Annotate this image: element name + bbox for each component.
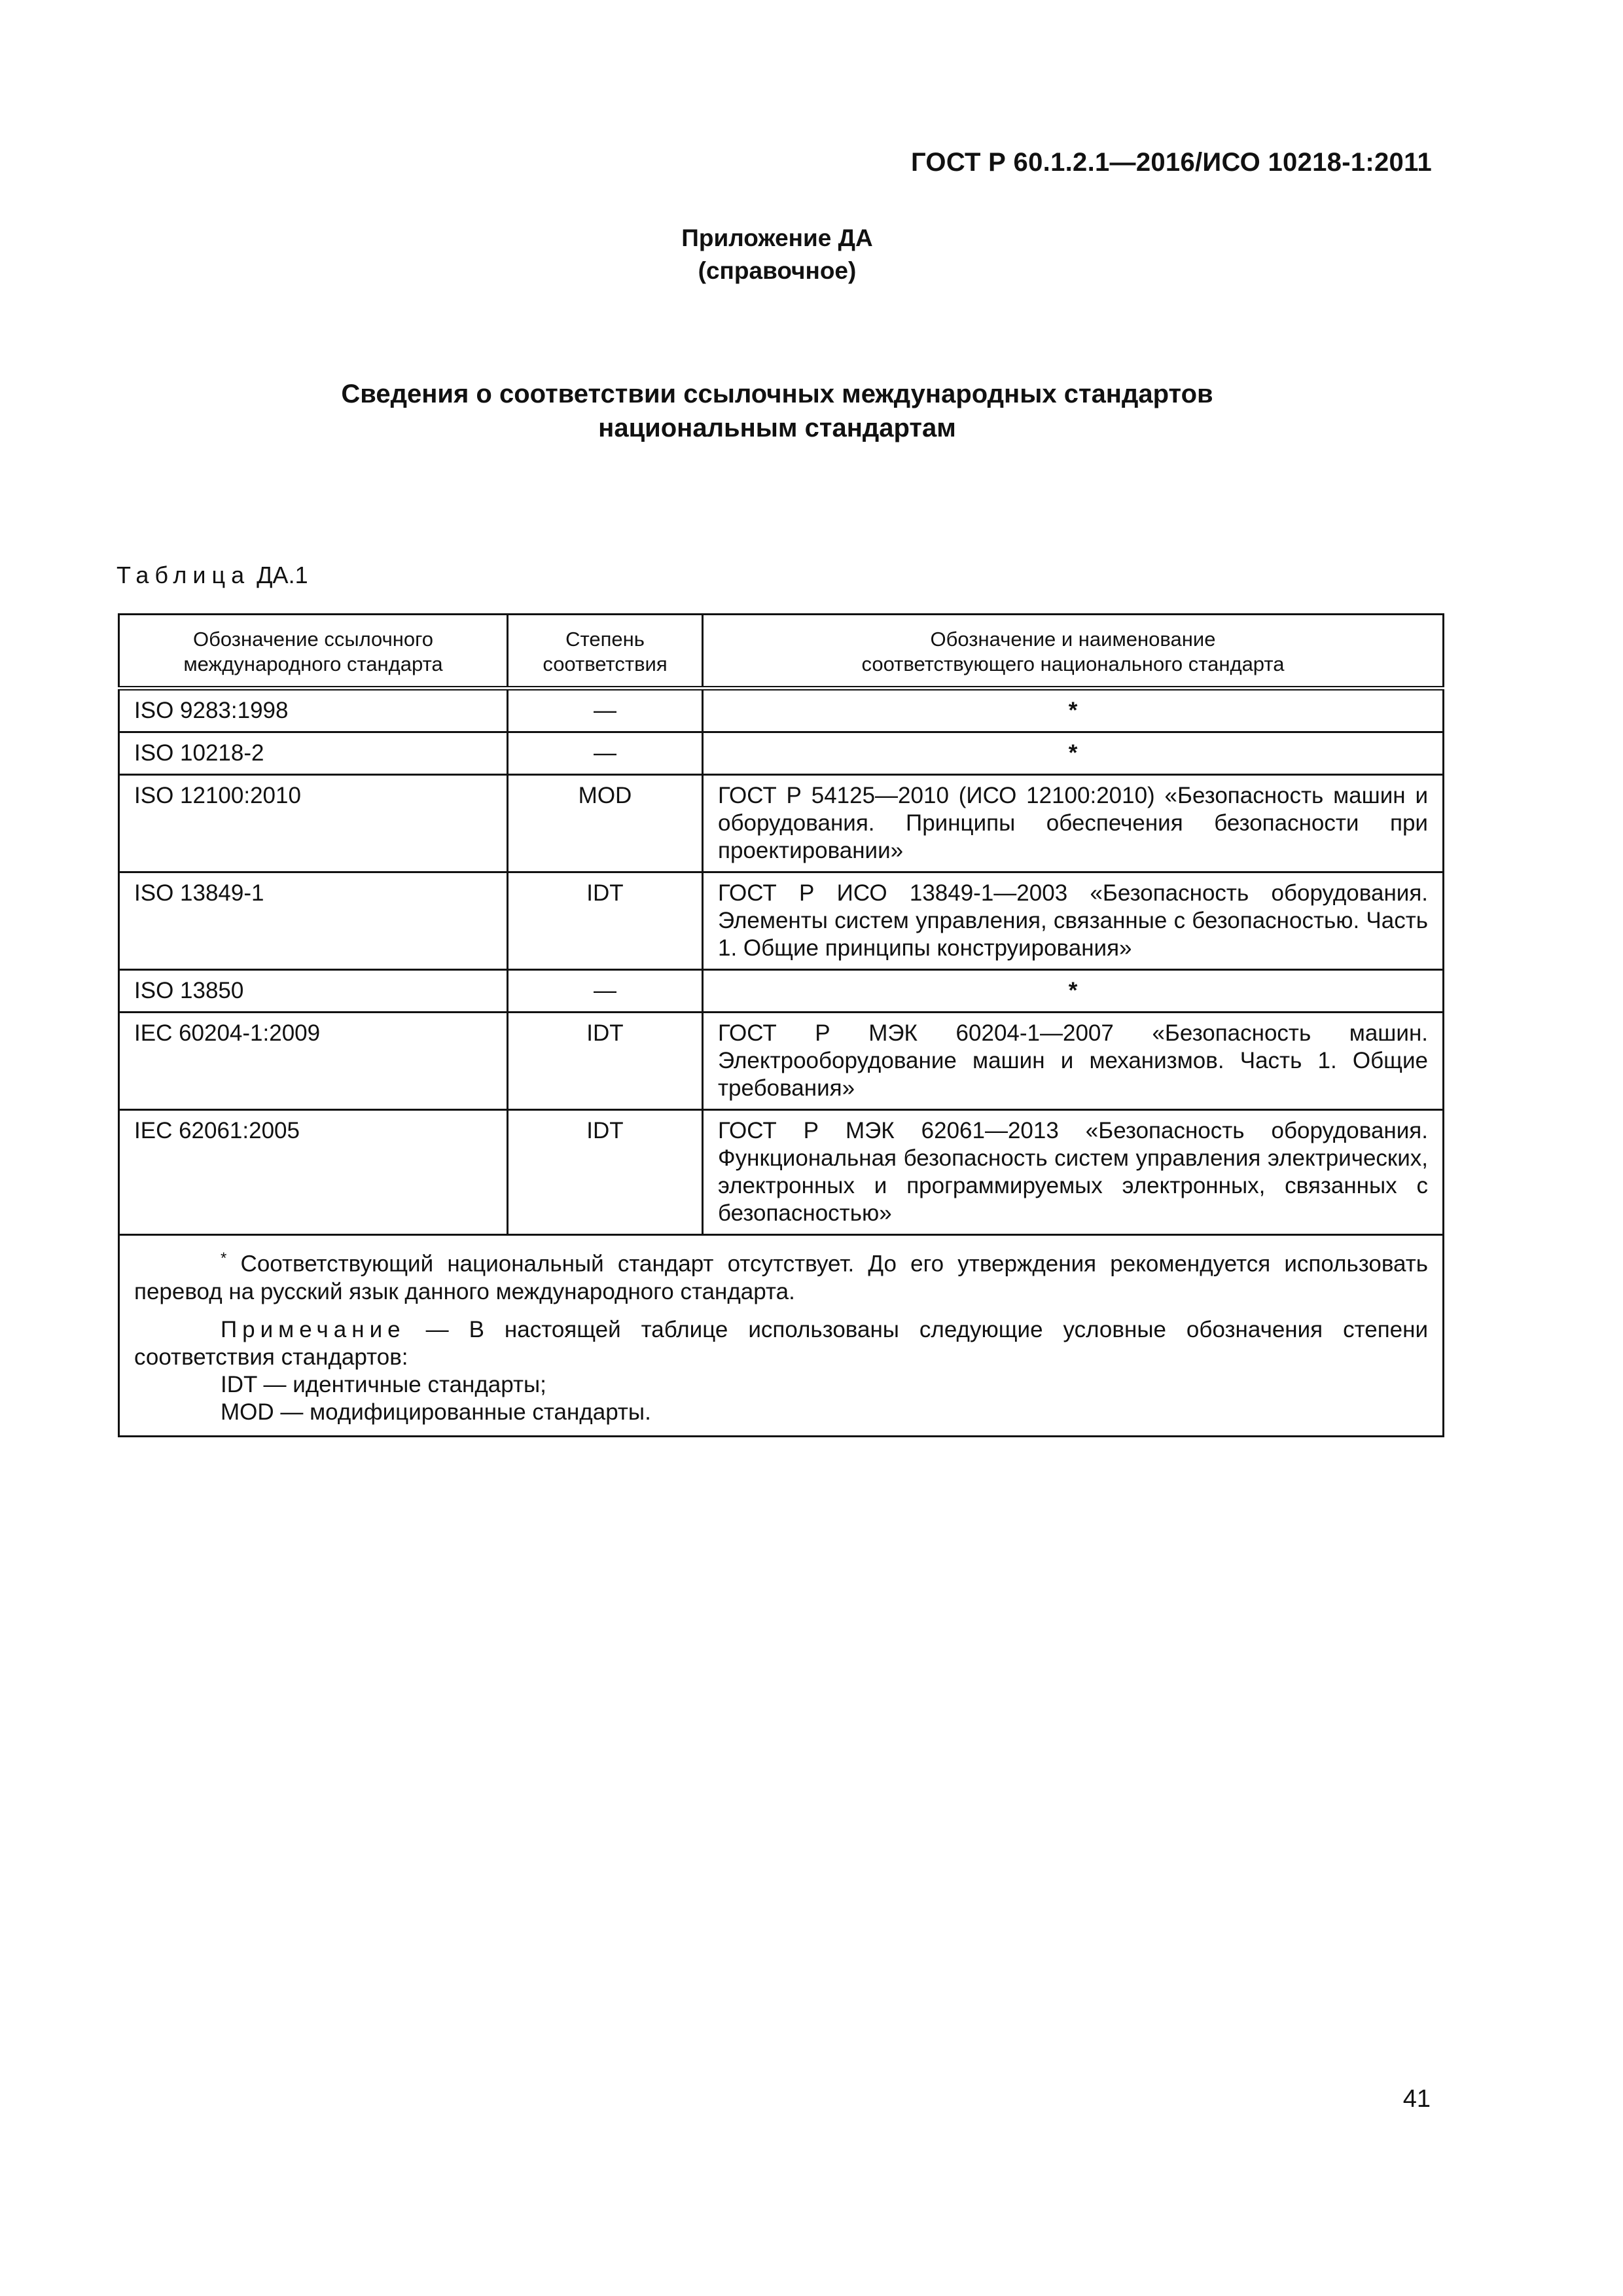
header-intl-standard-line-1: Обозначение ссылочного: [193, 628, 433, 651]
section-title-line-1: Сведения о соответствии ссылочных международных стандартов: [341, 380, 1213, 408]
degree-cell: MOD: [508, 775, 703, 872]
national-standard-cell: *: [703, 970, 1444, 1013]
document-id-header: ГОСТ Р 60.1.2.1—2016/ИСО 10218-1:2011: [910, 148, 1432, 177]
degree-cell: IDT: [508, 1013, 703, 1110]
note-text: — В настоящей таблице использованы следующие условные обозначения степени соответствия стандартов:: [134, 1316, 1429, 1370]
table-header-row: [119, 615, 1444, 689]
note-label: Примечание: [221, 1316, 406, 1342]
header-intl-standard: [119, 615, 508, 689]
degree-cell: —: [508, 732, 703, 775]
table-row: [119, 732, 1444, 775]
degree-cell: —: [508, 970, 703, 1013]
intl-standard-cell: ISO 13850: [119, 970, 508, 1013]
table-footnote-row: [119, 1235, 1444, 1437]
national-standard-cell: ГОСТ Р ИСО 13849-1—2003 «Безопасность оборудования. Элементы систем управления, связанные с безопасностью. Часть 1. Общие принципы конструирования»: [703, 872, 1444, 970]
degree-cell: IDT: [508, 872, 703, 970]
table-row: [119, 775, 1444, 872]
national-standard-cell: *: [703, 732, 1444, 775]
header-degree-line-2: соответствия: [543, 653, 668, 675]
intl-standard-cell: ISO 10218-2: [119, 732, 508, 775]
section-title-line-2: национальным стандартам: [598, 414, 956, 442]
national-standard-cell: ГОСТ Р МЭК 62061—2013 «Безопасность оборудования. Функциональная безопасность систем управления электрических, электронных и программируемых электронных, связанных с безопасностью»: [703, 1110, 1444, 1235]
header-degree: [508, 615, 703, 689]
degree-cell: —: [508, 689, 703, 732]
header-national-standard-line-1: Обозначение и наименование: [930, 628, 1216, 651]
header-national-standard-line-2: соответствующего национального стандарта: [861, 653, 1285, 675]
correspondence-table: [118, 613, 1444, 1437]
intl-standard-cell: ISO 12100:2010: [119, 775, 508, 872]
footnote-text: Соответствующий национальный стандарт отсутствует. До его утверждения рекомендуется использовать перевод на русский язык данного международного стандарта.: [134, 1251, 1428, 1304]
national-standard-cell: ГОСТ Р 54125—2010 (ИСО 12100:2010) «Безопасность машин и оборудования. Принципы обеспечения безопасности при проектировании»: [703, 775, 1444, 872]
header-degree-line-1: Степень: [565, 628, 645, 651]
header-intl-standard-line-2: международного стандарта: [183, 653, 443, 675]
footnote-mark: *: [221, 1249, 227, 1267]
note-item-mod: MOD — модифицированные стандарты.: [221, 1399, 651, 1425]
intl-standard-cell: ISO 13849-1: [119, 872, 508, 970]
footnote-cell: [119, 1235, 1444, 1437]
national-standard-cell: ГОСТ Р МЭК 60204-1—2007 «Безопасность машин. Электрооборудование машин и механизмов. Часть 1. Общие требования»: [703, 1013, 1444, 1110]
table-row: [119, 1013, 1444, 1110]
intl-standard-cell: ISO 9283:1998: [119, 689, 508, 732]
table-row: [119, 689, 1444, 732]
table-caption: [116, 562, 308, 589]
annex-subtitle: (справочное): [698, 257, 857, 284]
table-caption-word: Таблица: [116, 562, 251, 588]
table-caption-number: ДА.1: [257, 562, 308, 588]
intl-standard-cell: IEC 62061:2005: [119, 1110, 508, 1235]
table-row: [119, 1110, 1444, 1235]
national-standard-cell: *: [703, 689, 1444, 732]
note: [134, 1316, 1428, 1371]
page-number: 41: [1402, 2085, 1431, 2113]
table-row: [119, 970, 1444, 1013]
header-national-standard: [703, 615, 1444, 689]
intl-standard-cell: IEC 60204-1:2009: [119, 1013, 508, 1110]
table-row: [119, 872, 1444, 970]
note-item-idt: IDT — идентичные стандарты;: [221, 1371, 546, 1397]
degree-cell: IDT: [508, 1110, 703, 1235]
footnote: [134, 1245, 1428, 1306]
annex-title: Приложение ДА: [681, 224, 873, 251]
